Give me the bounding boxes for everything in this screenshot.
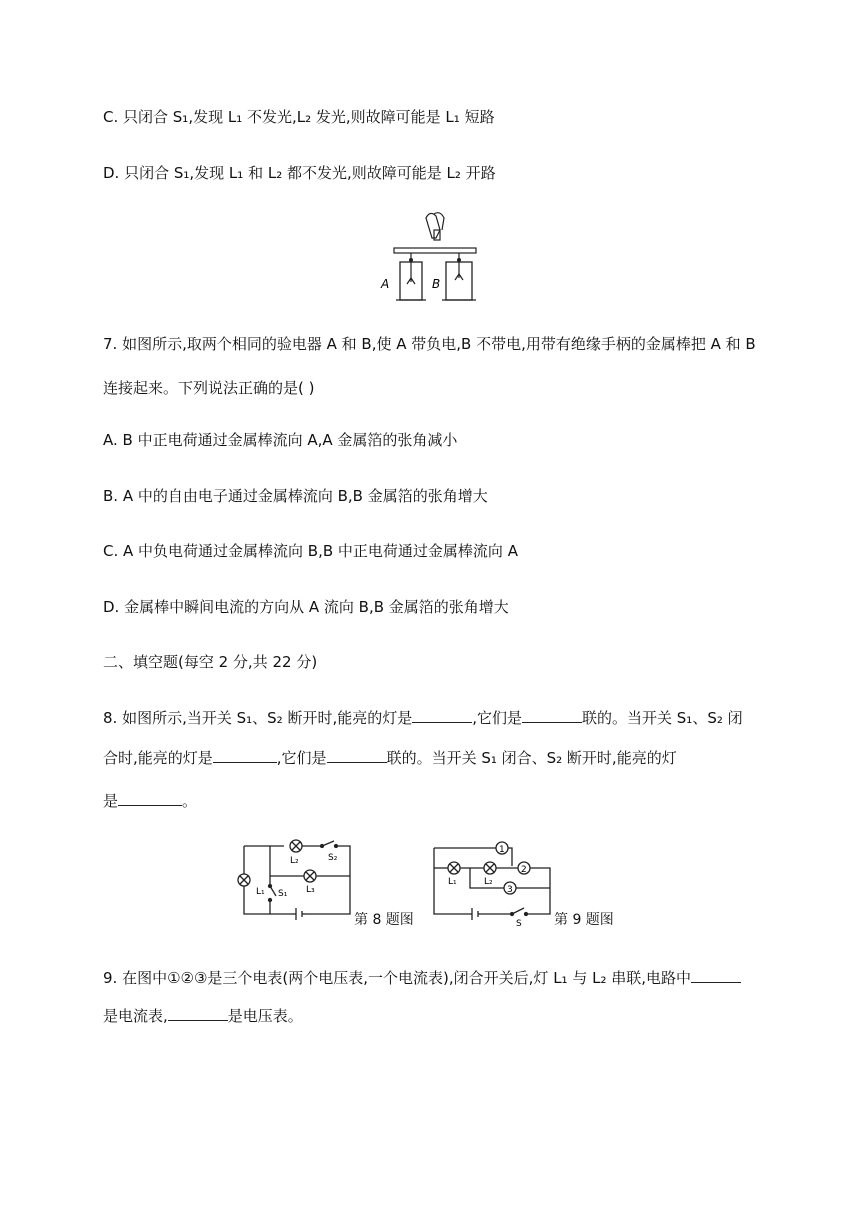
q8-blank-4[interactable] (327, 748, 387, 763)
q8-blank-5[interactable] (118, 791, 182, 806)
q8-line2: 合时,能亮的灯是 ,它们是 联的。当开关 S₁ 闭合、S₂ 断开时,能亮的灯 (103, 749, 677, 767)
q7-option-c: C. A 中负电荷通过金属棒流向 B,B 中正电荷通过金属棒流向 A (103, 542, 518, 560)
q9-blank-2[interactable] (168, 1006, 228, 1021)
q9-meter-1: 1 (499, 845, 505, 855)
q8-label-s1: S₁ (278, 889, 288, 899)
q7-option-d: D. 金属棒中瞬间电流的方向从 A 流向 B,B 金属箔的张角增大 (103, 598, 509, 616)
q7-option-b: B. A 中的自由电子通过金属棒流向 B,B 金属箔的张角增大 (103, 487, 488, 505)
electroscope-label-a: A (381, 277, 390, 291)
q8-label-s2: S₂ (328, 853, 338, 863)
q9-label-l2: L₂ (484, 877, 493, 887)
q8-label-l3: L₃ (306, 885, 315, 895)
q8-line1: 8. 如图所示,当开关 S₁、S₂ 断开时,能亮的灯是 ,它们是 联的。当开关 S₁、S₂ 闭 (103, 709, 743, 727)
q8-blank-2[interactable] (522, 708, 582, 723)
q9-label-l1: L₁ (448, 877, 457, 887)
q9-line2: 是电流表, 是电压表。 (103, 1007, 303, 1025)
electroscope-label-b: B (432, 277, 441, 291)
q6-option-d: D. 只闭合 S₁,发现 L₁ 和 L₂ 都不发光,则故障可能是 L₂ 开路 (103, 164, 496, 182)
electroscope-figure (378, 208, 482, 306)
q9-figure-caption: 第 9 题图 (554, 912, 614, 928)
q9-blank-1[interactable] (691, 968, 741, 983)
q8-circuit-figure (232, 836, 356, 920)
q8-label-l2: L₂ (290, 856, 299, 866)
q7-option-a: A. B 中正电荷通过金属棒流向 A,A 金属箔的张角减小 (103, 431, 458, 449)
q8-line3: 是 。 (103, 792, 198, 810)
q9-circuit-figure (428, 836, 556, 929)
q9-meter-3: 3 (507, 885, 513, 895)
q8-figure-caption: 第 8 题图 (354, 912, 414, 928)
q9-meter-2: 2 (521, 865, 527, 875)
section-title: 二、填空题(每空 2 分,共 22 分) (103, 653, 318, 671)
q8-blank-3[interactable] (213, 748, 277, 763)
q9-label-s: S (516, 919, 522, 929)
q9-line1: 9. 在图中①②③是三个电表(两个电压表,一个电流表),闭合开关后,灯 L₁ 与 L₂ 串联,电路中 (103, 968, 741, 988)
q7-stem-line1: 7. 如图所示,取两个相同的验电器 A 和 B,使 A 带负电,B 不带电,用带有绝缘手柄的金属棒把 A 和 B (103, 335, 756, 353)
q7-stem-line2: 连接起来。下列说法正确的是( ) (103, 379, 315, 397)
q6-option-c: C. 只闭合 S₁,发现 L₁ 不发光,L₂ 发光,则故障可能是 L₁ 短路 (103, 108, 495, 126)
q8-label-l1: L₁ (256, 887, 265, 897)
q8-blank-1[interactable] (412, 708, 472, 723)
